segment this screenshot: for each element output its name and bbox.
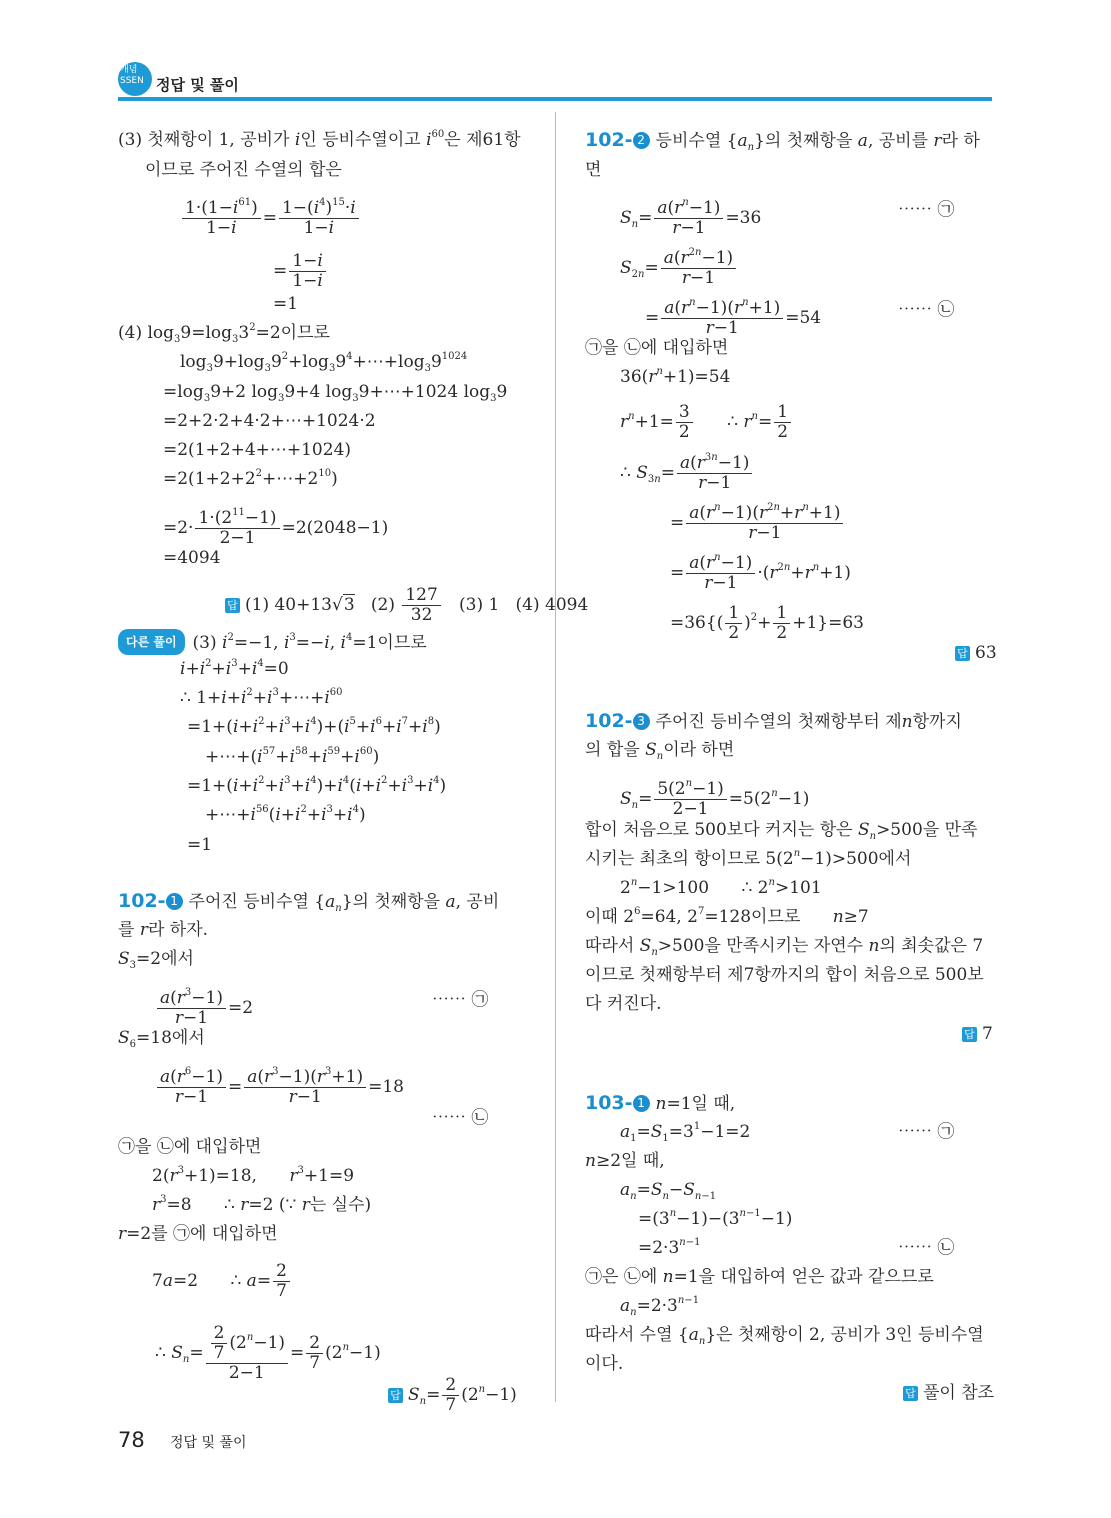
text-line: (3) 첫째항이 1, 공비가 i인 등비수열이고 $i^{60}$은 제61항 — [118, 129, 521, 150]
text-line: 이다. — [585, 1354, 624, 1374]
problem-number: 102- — [118, 890, 166, 912]
equation-marker: ⋯⋯ ㉡ — [898, 300, 955, 320]
problem-number: 102- — [585, 710, 633, 732]
answer-text: 풀이 참조 — [923, 1383, 995, 1403]
math-line: = $\frac{a(r^n-1)}{r-1}$ $\cdot(r^{2n}+r^n+1)$ — [670, 552, 851, 593]
math-line: $i+i^2+i^3+i^4=0$ — [180, 658, 289, 679]
math-line: $\frac{1\cdot(1-i^{61})}{1-i}$ = $\frac{1-(i^4)^{15}\cdot i}{1-i}$ — [180, 199, 361, 238]
math-line: = $\frac{1-i}{1-i}$ — [273, 252, 328, 291]
math-line: $\frac{a(r^3-1)}{r-1}$ =2 — [155, 989, 253, 1028]
header-title: 정답 및 풀이 — [156, 76, 239, 94]
math-line: ∴ $1+i+i^2+i^3+\cdots+i^{60}$ — [180, 687, 343, 708]
logo-text-bottom: SSEN — [120, 76, 144, 86]
answer-text: 63 — [975, 643, 997, 663]
answer-text: (1) 40+13√3 (2) $\frac{127}{32}$ (3) 1 (4) 4094 — [245, 585, 589, 625]
math-line: $\frac{a(r^6-1)}{r-1}$ = $\frac{a(r^3-1)(r^3+1)}{r-1}$ =18 — [155, 1068, 404, 1107]
text-line: 를 r라 하자. — [118, 920, 209, 940]
math-line: $r^n+1=$ $\frac{3}{2}$ ∴ $r^n=$ $\frac{1}{2}$ — [620, 403, 793, 442]
math-line: $a_n=2\cdot 3^{n-1}$ — [620, 1295, 700, 1318]
problem-heading-102-3 — [585, 710, 962, 733]
equation-marker: ⋯⋯ ㉡ — [898, 1238, 955, 1258]
equation-marker: ⋯⋯ ㉠ — [898, 200, 955, 220]
math-line: $S_{2n}=$ $\frac{a(r^{2n}-1)}{r-1}$ — [620, 249, 738, 288]
column-divider — [555, 112, 556, 1402]
text-line: n=1일 때, — [655, 1094, 736, 1114]
math-line: $=1+(i+i^2+i^3+i^4)+(i^5+i^6+i^7+i^8)$ — [187, 716, 441, 737]
math-line: =2· $\frac{1\cdot(2^{11}-1)}{2-1}$ =2(2048−1) — [163, 507, 389, 548]
equation-marker: ⋯⋯ ㉠ — [432, 990, 489, 1010]
equation-marker: ⋯⋯ ㉡ — [432, 1108, 489, 1128]
text-line: $S_6=18$에서 — [118, 1028, 205, 1050]
problem-heading-102-2 — [585, 129, 980, 152]
text-line: ㉠을 ㉡에 대입하면 — [118, 1137, 262, 1157]
answer-line — [955, 642, 997, 664]
problem-heading-103-1 — [585, 1092, 735, 1115]
math-line: $a_1=S_1=3^1-1=2$ — [620, 1121, 751, 1144]
text-line: ㉠은 ㉡에 n=1을 대입하여 얻은 값과 같으므로 — [585, 1267, 934, 1287]
math-line: $r^3=8$ ∴ r=2 (∵ r는 실수) — [152, 1194, 372, 1215]
answer-text: $S_n=$ $\frac{2}{7}$ $(2^n-1)$ — [408, 1375, 517, 1415]
circled-number: 2 — [633, 132, 650, 149]
answer-line — [903, 1382, 994, 1404]
math-line: =36{( $\frac{1}{2}$ )$^2$+ $\frac{1}{2}$ +1}=63 — [670, 603, 865, 643]
math-line: $=\log_39+2$ $\log_39+4$ $\log_39+\cdots+1024$ $\log_39$ — [163, 382, 508, 404]
text-line: 이므로 첫째항부터 제7항까지의 합이 처음으로 500보 — [585, 965, 984, 985]
math-line: =4094 — [163, 548, 221, 568]
math-line: $=1+(i+i^2+i^3+i^4)+i^4(i+i^2+i^3+i^4)$ — [187, 775, 447, 796]
text-line: 등비수열 $\{a_n\}$의 첫째항을 a, 공비를 r라 하 — [655, 131, 980, 153]
text-line: 따라서 수열 $\{a_n\}$은 첫째항이 2, 공비가 3인 등비수열 — [585, 1325, 984, 1347]
math-line: ∴ $S_n=$ $\frac{2}{7}$ $(2^n-1)$ 2−1 = $\frac{2}{7}$ $(2^n-1)$ — [155, 1323, 381, 1383]
answer-icon: 답 — [388, 1388, 403, 1403]
math-line: = $\frac{a(r^n-1)(r^n+1)}{r-1}$ =54 — [645, 297, 822, 338]
brand-logo — [118, 62, 152, 96]
answer-icon: 답 — [225, 598, 240, 613]
math-line: $=2\cdot 3^{n-1}$ — [638, 1237, 701, 1258]
footer-title: 정답 및 풀이 — [170, 1435, 247, 1451]
math-line: = $\frac{a(r^n-1)(r^{2n}+r^n+1)}{r-1}$ — [670, 504, 845, 543]
math-line: $+\cdots+(i^{57}+i^{58}+i^{59}+i^{60})$ — [205, 746, 380, 767]
math-line: =1 — [273, 294, 299, 314]
math-line: =1 — [187, 835, 213, 855]
text-line: $S_3=2$에서 — [118, 949, 194, 971]
answer-line — [225, 586, 588, 625]
answer-icon: 답 — [962, 1027, 977, 1042]
math-line: $\log_39+\log_39^2+\log_39^4+\cdots+\log_39^{1024}$ — [180, 351, 468, 374]
math-line: $=2(1+2+2^2+\cdots+2^{10})$ — [163, 468, 338, 489]
text-line: 의 합을 $S_n$이라 하면 — [585, 740, 735, 762]
math-line: $S_n=$ $\frac{5(2^n-1)}{2-1}$ $=5(2^n-1)$ — [620, 778, 810, 819]
text-line: 주어진 등비수열 $\{a_n\}$의 첫째항을 a, 공비 — [188, 892, 500, 914]
math-line: $2^n-1>100$ ∴ $2^n>101$ — [620, 877, 822, 898]
math-line: $+\cdots+i^{56}(i+i^2+i^3+i^4)$ — [205, 804, 366, 825]
text-line: r=2를 ㉠에 대입하면 — [118, 1224, 278, 1244]
text-line: 이므로 주어진 수열의 합은 — [145, 160, 342, 180]
text-line: 다 커진다. — [585, 994, 662, 1014]
math-line: =2+2·2+4·2+⋯+1024·2 — [163, 411, 376, 431]
text-line: n≥2일 때, — [585, 1151, 665, 1171]
math-line: 7a=2 ∴ a= $\frac{2}{7}$ — [152, 1262, 292, 1301]
alt-solution-line — [118, 629, 427, 655]
text-line: 면 — [585, 160, 602, 180]
text-line: (3) $i^2=-1$, $i^3=-i$, $i^4=1$이므로 — [192, 632, 427, 653]
text-line: ㉠을 ㉡에 대입하면 — [585, 338, 729, 358]
header-rule — [118, 97, 992, 101]
math-line: $S_n=$ $\frac{a(r^n-1)}{r-1}$ =36 — [620, 197, 762, 238]
logo-text-top: 개념 — [120, 65, 138, 75]
text-line: 시키는 최초의 항이므로 $5(2^n-1)>500$에서 — [585, 848, 912, 869]
equation-marker: ⋯⋯ ㉠ — [898, 1122, 955, 1142]
text-line: 따라서 $S_n>500$을 만족시키는 자연수 n의 최솟값은 7 — [585, 936, 984, 958]
circled-number: 1 — [166, 893, 183, 910]
problem-number: 103- — [585, 1092, 633, 1114]
text-line: 주어진 등비수열의 첫째항부터 제n항까지 — [655, 712, 962, 732]
text-line: 이때 $2^6=64$, $2^7=128$이므로 n≥7 — [585, 906, 869, 927]
answer-icon: 답 — [903, 1386, 918, 1401]
answer-line — [388, 1376, 517, 1415]
math-line: $a_n=S_n-S_{n-1}$ — [620, 1180, 717, 1202]
problem-number: 102- — [585, 129, 633, 151]
answer-icon: 답 — [955, 646, 970, 661]
math-line: $2(r^3+1)=18$, $r^3+1=9$ — [152, 1165, 355, 1186]
answer-line — [962, 1023, 993, 1045]
problem-heading-102-1 — [118, 890, 499, 913]
answer-text: 7 — [982, 1024, 993, 1044]
text-line: (4) $\log_39=\log_33^2=2$이므로 — [118, 322, 330, 345]
alt-solution-badge: 다른 풀이 — [118, 629, 185, 655]
circled-number: 3 — [633, 713, 650, 730]
circled-number: 1 — [633, 1095, 650, 1112]
math-line: $=(3^n-1)-(3^{n-1}-1)$ — [638, 1208, 793, 1229]
math-line: $36(r^n+1)=54$ — [620, 366, 731, 387]
math-line: =2(1+2+4+⋯+1024) — [163, 440, 352, 460]
math-line: ∴ $S_{3n}=$ $\frac{a(r^{3n}-1)}{r-1}$ — [620, 454, 754, 493]
text-line: 합이 처음으로 500보다 커지는 항은 $S_n>500$을 만족 — [585, 820, 978, 842]
page-number: 78 — [118, 1428, 145, 1452]
